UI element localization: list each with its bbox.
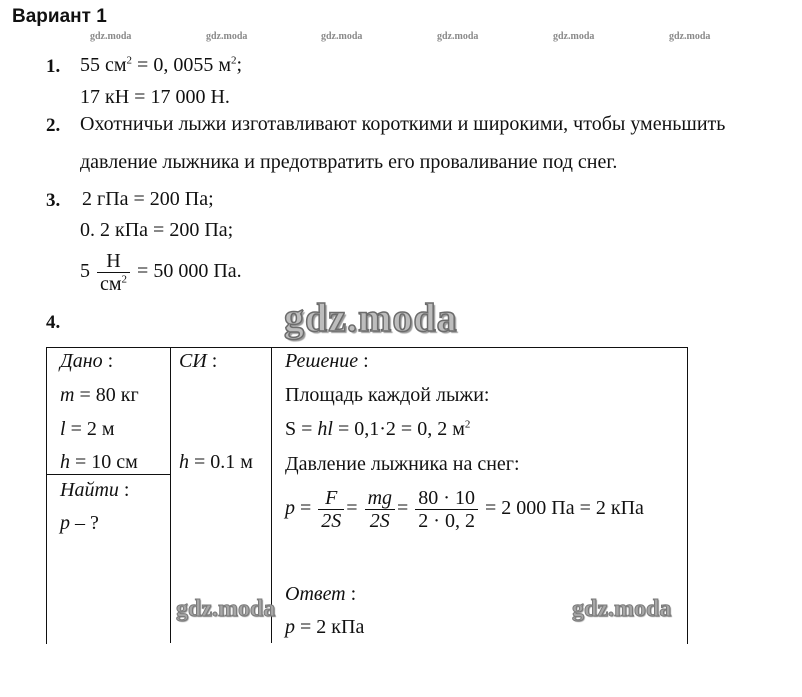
- variable: p: [285, 497, 295, 520]
- given-mass: [60, 384, 139, 407]
- variable: p: [285, 616, 295, 638]
- value: = 0.1 м: [189, 451, 253, 473]
- superscript: 2: [121, 273, 128, 286]
- coefficient: 5: [80, 260, 90, 283]
- result: = 2 000 Па = 2 кПа: [484, 497, 644, 520]
- value: = 80 кг: [74, 384, 139, 406]
- variable: h: [60, 451, 70, 473]
- colon: :: [350, 583, 357, 605]
- task3-line2: 0. 2 кПа = 200 Па;: [80, 219, 234, 241]
- solution-heading: [285, 350, 369, 373]
- page-title: Вариант 1: [12, 6, 107, 27]
- watermark: gdz.moda: [437, 31, 479, 42]
- find-value: [60, 512, 99, 535]
- area-formula: [285, 418, 470, 441]
- task-number: 4.: [46, 312, 61, 333]
- task3-line1: 2 гПа = 200 Па;: [82, 188, 214, 210]
- task1-line1: [80, 54, 242, 77]
- watermark-large: gdz.moda: [284, 295, 458, 340]
- fraction: [97, 250, 130, 295]
- variable: l: [60, 418, 66, 440]
- den-text: см: [100, 273, 122, 295]
- fraction: [318, 487, 344, 532]
- result: = 0,1·2 = 0, 2 м: [332, 418, 465, 440]
- product: hl: [317, 418, 333, 440]
- task-number: 3.: [46, 190, 61, 211]
- numerator: F: [318, 487, 344, 510]
- fraction: [365, 487, 395, 532]
- watermark: gdz.moda: [206, 31, 248, 42]
- si-width: [179, 451, 253, 474]
- answer-value: [285, 616, 364, 639]
- given-heading: [60, 350, 113, 373]
- pressure-text: Давление лыжника на снег:: [285, 453, 520, 475]
- value: = 2 кПа: [295, 616, 365, 638]
- value: = 10 см: [70, 451, 138, 473]
- watermark: gdz.moda: [176, 596, 276, 622]
- denominator: 2 · 0, 2: [418, 510, 475, 532]
- find-heading: [60, 479, 129, 502]
- watermark: gdz.moda: [90, 31, 132, 42]
- given-length: [60, 418, 115, 441]
- heading-text: Найти: [60, 479, 119, 501]
- superscript: 2: [126, 54, 133, 67]
- heading-text: Решение: [285, 350, 359, 372]
- heading-text: СИ: [179, 350, 207, 372]
- watermark: gdz.moda: [321, 31, 363, 42]
- text: = 0, 0055 м: [132, 54, 231, 76]
- denominator: [97, 273, 130, 295]
- colon: :: [107, 350, 114, 372]
- lhs: S: [285, 418, 297, 440]
- task3-line3: [80, 250, 242, 295]
- variable: m: [60, 384, 75, 406]
- value: = 2 м: [65, 418, 115, 440]
- area-text: Площадь каждой лыжи:: [285, 384, 490, 406]
- text: 55 см: [80, 54, 127, 76]
- watermark: gdz.moda: [669, 31, 711, 42]
- given-width: [60, 451, 138, 474]
- colon: :: [363, 350, 369, 372]
- watermark: gdz.moda: [553, 31, 595, 42]
- column-divider: [170, 347, 171, 643]
- colon: :: [123, 479, 130, 501]
- heading-text: Дано: [60, 350, 103, 372]
- numerator: Н: [97, 250, 130, 273]
- task1-line2: 17 кН = 17 000 Н.: [80, 86, 230, 108]
- variable: p: [60, 512, 70, 534]
- colon: :: [211, 350, 218, 372]
- numerator: mg: [365, 487, 395, 510]
- superscript: 2: [230, 54, 237, 67]
- answer-heading: [285, 583, 356, 606]
- numerator: 80 · 10: [415, 487, 478, 510]
- equals: =: [296, 418, 318, 440]
- denominator: 2S: [321, 510, 342, 532]
- superscript: 2: [464, 418, 471, 431]
- row-divider: [46, 474, 171, 475]
- task2-line2: давление лыжника и предотвратить его проваливание под снег.: [80, 151, 618, 173]
- variable: h: [179, 451, 189, 473]
- pressure-formula: p = $\frac{F}{2S}$ = $\frac{mg}{2S}$ = $\frac{80 \cdot 10}{2 \cdot 0, 2}$ = 2 000 Па = 2 кПа: [285, 487, 644, 532]
- fraction: [415, 487, 478, 532]
- si-heading: [179, 350, 217, 373]
- watermark: gdz.moda: [572, 596, 672, 622]
- task-number: 2.: [46, 115, 61, 136]
- text: ;: [236, 54, 243, 76]
- heading-text: Ответ: [285, 583, 346, 605]
- task2-line1: Охотничьи лыжи изготавливают короткими и широкими, чтобы уменьшить: [80, 113, 726, 135]
- result: = 50 000 Па.: [137, 260, 242, 283]
- task-number: 1.: [46, 56, 61, 77]
- value: – ?: [70, 512, 99, 534]
- denominator: 2S: [369, 510, 390, 532]
